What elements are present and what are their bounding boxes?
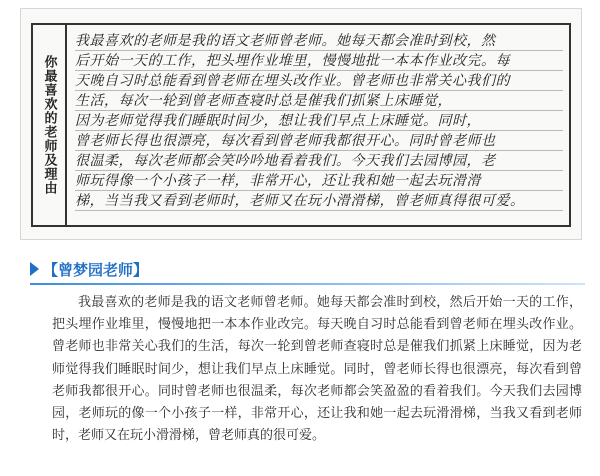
section-heading bbox=[30, 258, 148, 280]
handwritten-line: 很温柔，每次老师都会笑吟吟地看着我们。今天我们去园博园，老 bbox=[75, 151, 563, 171]
handwritten-text bbox=[75, 31, 563, 221]
handwritten-line: 梯，当当我又看到老师时，老师又在玩小滑滑梯，曾老师真得很可爱。 bbox=[75, 191, 563, 211]
triangle-marker-icon bbox=[30, 262, 39, 276]
handwritten-line: 因为老师觉得我们睡眠时间少，想让我们早点上床睡觉。同时， bbox=[75, 111, 563, 131]
handwritten-line: 我最喜欢的老师是我的语文老师曾老师。她每天都会准时到校，然 bbox=[75, 31, 563, 51]
section-title: 【曾梦园老师】 bbox=[43, 260, 149, 279]
heading-divider bbox=[30, 283, 585, 285]
handwritten-line: 生活，每次一轮到曾老师查寝时总是催我们抓紧上床睡觉， bbox=[75, 91, 563, 111]
prompt-label: 你最喜欢的老师及理由 bbox=[41, 55, 57, 195]
transcription-paragraph: 我最喜欢的老师是我的语文老师曾老师。她每天都会准时到校，然后开始一天的工作，把头埋作业堆里，慢慢地把一本本作业改完。每天晚自习时总能看到曾老师在埋头改作业。曾老师也非常关心我们的生活，每次一轮到曾老师查寝时总是催我们抓紧上床睡觉，因为老师觉得我们睡眠时间少，想让我们早点上床睡觉。同时，曾老师长得也很漂亮，每次看到曾老师我都很开心。同时曾老师也很温柔，每次老师都会笑盈盈的看着我们。今天我们去园博园，老师玩的像一个小孩子一样，非常开心，还让我和她一起去玩滑滑梯，当我又看到老师时，老师又在玩小滑滑梯，曾老师真的很可爱。 bbox=[52, 295, 582, 444]
handwritten-line: 师玩得像一个小孩子一样，非常开心，还让我和她一起去玩滑滑 bbox=[75, 171, 563, 191]
prompt-column bbox=[33, 25, 67, 225]
handwritten-line: 曾老师长得也很漂亮，每次看到曾老师我都很开心。同时曾老师也 bbox=[75, 131, 563, 151]
handwritten-line: 后开始一天的工作，把头埋作业堆里，慢慢地批一本本作业改完。每 bbox=[75, 51, 563, 71]
handwritten-scan bbox=[20, 8, 582, 240]
handwritten-sheet bbox=[31, 23, 571, 227]
handwritten-line: 天晚自习时总能看到曾老师在埋头改作业。曾老师也非常关心我们的 bbox=[75, 71, 563, 91]
